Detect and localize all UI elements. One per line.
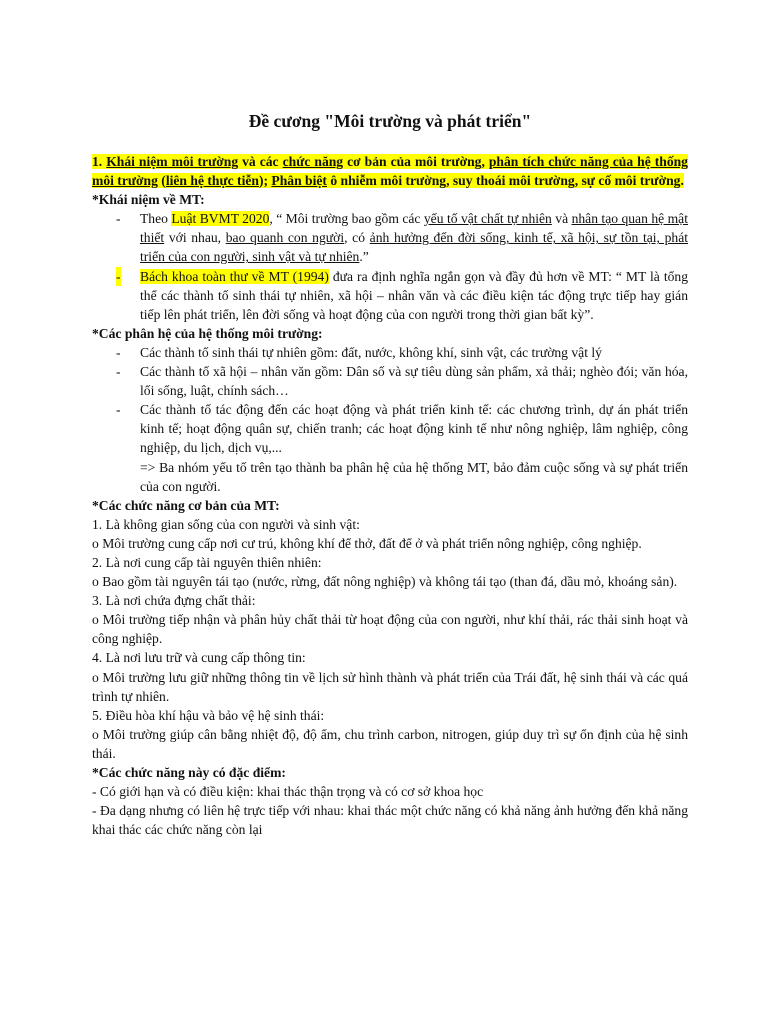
- text-run: và: [551, 211, 572, 227]
- question-1-highlight: [92, 154, 688, 188]
- function-title: 1. Là không gian sống của con người và sinh vật:: [92, 516, 360, 532]
- text-run: .”: [359, 249, 369, 265]
- q1-term-distinguish: Phân biệt: [271, 173, 327, 189]
- underlined-phrase: yếu tố vật chất tự nhiên: [423, 211, 552, 227]
- text-run: Theo: [140, 211, 172, 227]
- q1-text: cơ bản của môi trường,: [343, 154, 489, 169]
- bullet-dash: -: [116, 267, 121, 286]
- law-highlight: Luật BVMT 2020: [171, 211, 270, 227]
- subsystems-note: => Ba nhóm yếu tố trên tạo thành ba phân hệ của hệ thống MT, bảo đảm cuộc sống và sự phát triển của con người.: [140, 459, 688, 494]
- text-run: đưa ra định nghĩa ngắn gọn và đầy đủ hơn về MT: “ MT là tổng thể các thành tố sinh thái tự nhiên, xã hội – nhân văn và các điều kiện tác động trực tiếp hay gián tiếp lên phát triển, lên đời sống và hoạt động của con người trong thời gian bất kỳ”.: [140, 268, 688, 322]
- function-title: 5. Điều hòa khí hậu và bảo vệ hệ sinh thái:: [92, 707, 325, 723]
- underlined-phrase: ảnh hưởng đến đời sống, kinh tế, xã hội, sự tồn tại, phát triển của con người, sinh vật và tự nhiên: [140, 230, 689, 265]
- concept-heading-text: *Khái niệm về MT:: [92, 192, 205, 208]
- text-run: , có: [344, 230, 370, 246]
- underlined-phrase: nhân tạo quan hệ mật thiết: [140, 211, 688, 246]
- feature-item: - Có giới hạn và có điều kiện: khai thác thận trọng và có cơ sở khoa học: [92, 784, 484, 800]
- subsystems-heading: [92, 324, 688, 343]
- concept-heading: [92, 190, 688, 209]
- features-heading: [92, 763, 688, 782]
- subsystem-text: Các thành tố xã hội – nhân văn gồm: Dân số và sự tiêu dùng sản phẩm, xả thải; nghèo đói; văn hóa, lối sống, luật, chính sách…: [140, 364, 688, 399]
- q1-term-function: chức năng: [282, 154, 344, 169]
- features-heading-text: *Các chức năng này có đặc điểm:: [92, 765, 286, 780]
- function-detail: o Môi trường cung cấp nơi cư trú, không khí để thở, đất để ở và phát triển nông nghiệp, công nghiệp.: [92, 535, 642, 551]
- feature-item: - Đa dạng nhưng có liên hệ trực tiếp với nhau: khai thác một chức năng có khả năng ảnh hưởng đến khả năng khai thác các chức năng còn lại: [92, 803, 688, 838]
- document-title: Đề cương "Môi trường và phát triển": [248, 111, 532, 131]
- functions-heading: [92, 496, 688, 515]
- underlined-phrase: bao quanh con người: [225, 230, 345, 246]
- function-detail: o Môi trường tiếp nhận và phân hủy chất thải từ hoạt động của con người, như khí thải, rác thải sinh hoạt và công nghiệp.: [92, 612, 688, 647]
- concept-item-encyclopedia: [92, 267, 688, 324]
- q1-text: (: [157, 173, 166, 189]
- bullet-dash: -: [116, 402, 121, 418]
- subsystem-item: [92, 343, 688, 362]
- subsystem-text: Các thành tố sinh thái tự nhiên gồm: đất, nước, không khí, sinh vật, các trường vật lý: [140, 344, 602, 360]
- function-title: 2. Là nơi cung cấp tài nguyên thiên nhiên:: [92, 554, 322, 570]
- q1-term-concept: Khái niệm môi trường: [106, 154, 239, 169]
- document-body: [92, 152, 688, 839]
- encyclopedia-highlight: Bách khoa toàn thư về MT (1994): [140, 268, 329, 284]
- functions-heading-text: *Các chức năng cơ bản của MT:: [92, 497, 280, 513]
- subsystems-heading-text: *Các phân hệ của hệ thống môi trường:: [92, 325, 323, 341]
- function-detail: o Môi trường giúp cân bằng nhiệt độ, độ ẩm, chu trình carbon, nitrogen, giúp duy trì sự ổn định của hệ sinh thái.: [92, 726, 688, 761]
- bullet-dash: -: [116, 364, 121, 380]
- function-title: 3. Là nơi chứa đựng chất thải:: [92, 593, 256, 609]
- function-detail: o Bao gồm tài nguyên tái tạo (nước, rừng, đất nông nghiệp) và không tái tạo (than đá, dầu mỏ, khoáng sản).: [92, 574, 678, 590]
- q1-term-practice: liên hệ thực tiễn: [165, 173, 259, 189]
- function-detail: o Môi trường lưu giữ những thông tin về lịch sử hình thành và phát triển của Trái đất, hệ sinh thái và các quá trình tự nhiên.: [92, 669, 688, 704]
- q1-text: ô nhiễm môi trường, suy thoái môi trường, sự cố môi trường.: [326, 173, 684, 189]
- bullet-dash: -: [116, 211, 121, 227]
- text-run: , “ Môi trường bao gồm các: [269, 211, 424, 227]
- concept-item-law: [92, 209, 688, 266]
- q1-term-analysis: phân tích chức năng của hệ thống môi trường: [92, 154, 688, 189]
- function-title: 4. Là nơi lưu trữ và cung cấp thông tin:: [92, 650, 306, 666]
- bullet-dash: -: [116, 344, 121, 360]
- subsystem-item: [92, 400, 688, 457]
- q1-text: );: [258, 173, 272, 189]
- subsystem-item: [92, 362, 688, 400]
- question-1: [92, 152, 688, 190]
- text-run: với nhau,: [164, 230, 226, 246]
- subsystem-text: Các thành tố tác động đến các hoạt động và phát triển kinh tế: các chương trình, dự án phát triển kinh tế; hoạt động quân sự, chiến tranh; các hoạt động kinh tế như nông nghiệp, lâm nghiệp, công nghiệp, du lịch, dịch vụ,...: [140, 402, 688, 456]
- q1-text: và các: [238, 154, 283, 169]
- question-number: 1.: [92, 154, 103, 169]
